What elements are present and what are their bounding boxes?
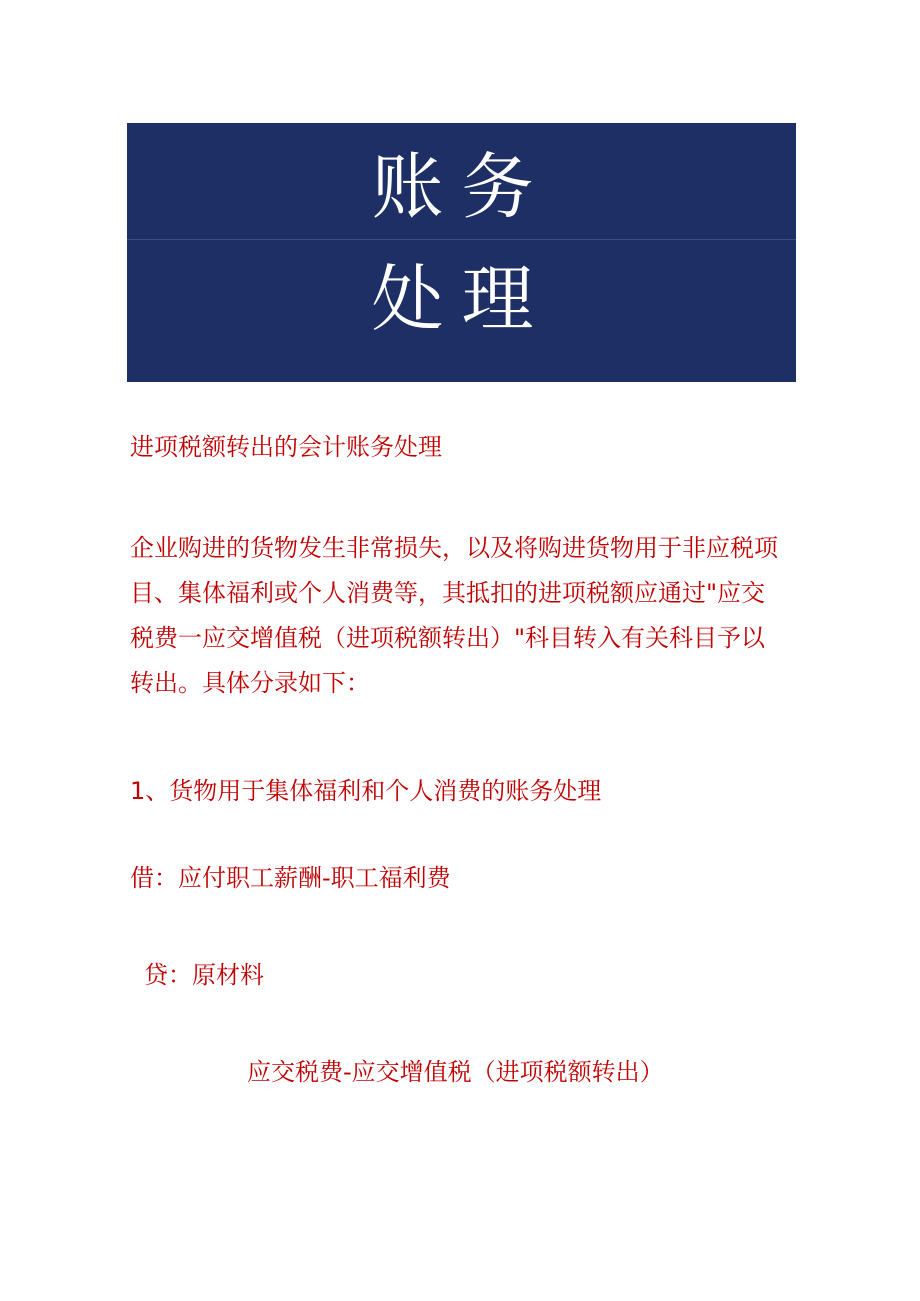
title-banner (127, 123, 796, 382)
banner-divider (127, 239, 796, 240)
intro-line: 转出。具体分录如下： (130, 669, 370, 697)
intro-line: 企业购进的货物发生非常损失，以及将购进货物用于非应税项 (130, 534, 778, 562)
intro-paragraph (130, 526, 798, 706)
section-heading-1: 1、货物用于集体福利和个人消费的账务处理 (130, 777, 602, 805)
intro-line: 目、集体福利或个人消费等，其抵扣的进项税额应通过"应交 (130, 579, 766, 607)
debit-entry: 借：应付职工薪酬-职工福利费 (130, 864, 451, 892)
credit-entry-1: 贷：原材料 (144, 961, 264, 989)
credit-entry-2: 应交税费-应交增值税（进项税额转出） (247, 1058, 664, 1086)
document-heading: 进项税额转出的会计账务处理 (130, 433, 442, 461)
banner-title-line-1: 账务 (371, 145, 552, 229)
intro-line: 税费一应交增值税（进项税额转出）"科目转入有关科目予以 (130, 624, 766, 652)
banner-title-line-2: 处理 (371, 257, 552, 341)
